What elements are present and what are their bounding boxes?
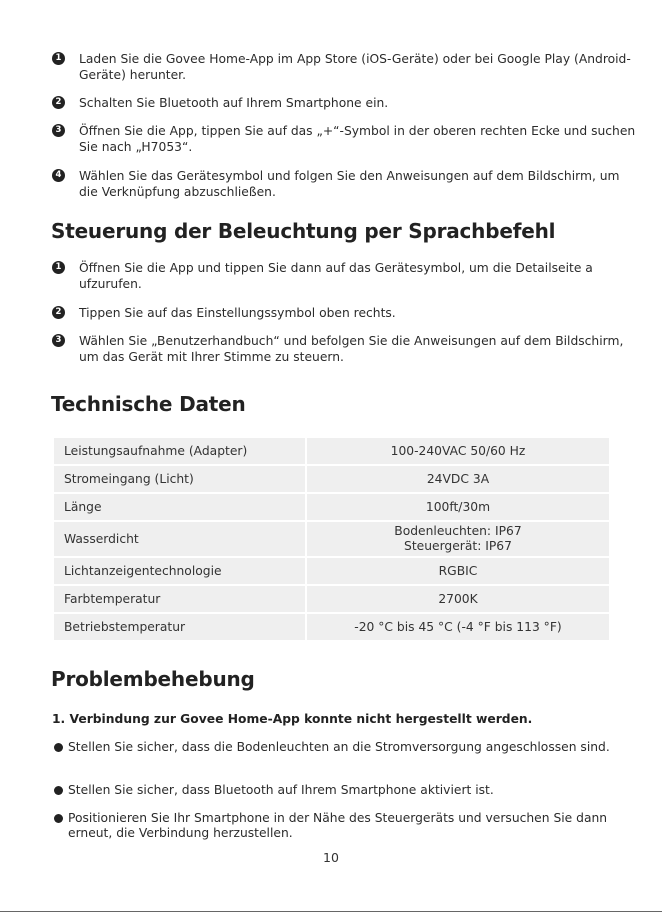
table-row xyxy=(53,437,610,465)
table-row xyxy=(53,521,610,557)
table-row xyxy=(53,557,610,585)
setup-step-1 xyxy=(52,51,638,83)
spec-key: Betriebstemperatur xyxy=(53,613,306,641)
bullet-icon xyxy=(54,743,63,752)
step-text: Schalten Sie Bluetooth auf Ihrem Smartphone ein. xyxy=(79,96,389,110)
spec-value: 100ft/30m xyxy=(306,493,610,521)
spec-value-line: Bodenleuchten: IP67 xyxy=(394,524,522,538)
voice-step-2 xyxy=(52,305,638,321)
spec-key: Wasserdicht xyxy=(53,521,306,557)
spec-value: RGBIC xyxy=(306,557,610,585)
table-row xyxy=(53,493,610,521)
step-number-badge: 2 xyxy=(52,96,65,109)
bullet-text: Stellen Sie sicher, dass Bluetooth auf Ihrem Smartphone aktiviert ist. xyxy=(68,783,494,797)
spec-key: Leistungsaufnahme (Adapter) xyxy=(53,437,306,465)
list-item xyxy=(54,811,624,841)
spec-value: 24VDC 3A xyxy=(306,465,610,493)
step-text: Laden Sie die Govee Home-App im App Store (iOS-Geräte) oder bei Google Play (Android-Geräte) herunter. xyxy=(79,52,631,82)
voice-step-1 xyxy=(52,260,638,292)
table-row xyxy=(53,465,610,493)
spec-key: Lichtanzeigentechnologie xyxy=(53,557,306,585)
step-number-badge: 4 xyxy=(52,169,65,182)
step-number-badge: 3 xyxy=(52,334,65,347)
troubleshooting-heading: Problembehebung xyxy=(51,667,255,691)
step-number-badge: 2 xyxy=(52,306,65,319)
voice-step-3 xyxy=(52,333,638,365)
spec-value: 2700K xyxy=(306,585,610,613)
list-item xyxy=(54,783,624,798)
step-text: Wählen Sie das Gerätesymbol und folgen Sie den Anweisungen auf dem Bildschirm, um die Verknüpfung abzuschließen. xyxy=(79,169,620,199)
spec-key: Farbtemperatur xyxy=(53,585,306,613)
spec-value: -20 °C bis 45 °C (-4 °F bis 113 °F) xyxy=(306,613,610,641)
spec-value xyxy=(306,521,610,557)
table-row xyxy=(53,613,610,641)
list-item xyxy=(54,740,624,755)
step-text: Öffnen Sie die App, tippen Sie auf das „+“-Symbol in der oberen rechten Ecke und suchen Sie nach „H7053“. xyxy=(79,124,636,154)
specs-table xyxy=(52,436,611,642)
step-number-badge: 3 xyxy=(52,124,65,137)
table-row xyxy=(53,585,610,613)
step-number-badge: 1 xyxy=(52,261,65,274)
step-text: Wählen Sie „Benutzerhandbuch“ und befolgen Sie die Anweisungen auf dem Bildschirm, um das Gerät mit Ihrer Stimme zu steuern. xyxy=(79,334,624,364)
bullet-icon xyxy=(54,814,63,823)
spec-value: 100-240VAC 50/60 Hz xyxy=(306,437,610,465)
bullet-icon xyxy=(54,786,63,795)
spec-value-line: Steuergerät: IP67 xyxy=(404,539,512,553)
setup-step-3 xyxy=(52,123,638,155)
troubleshooting-subheading: 1. Verbindung zur Govee Home-App konnte nicht hergestellt werden. xyxy=(52,712,533,726)
setup-step-4 xyxy=(52,168,638,200)
setup-step-2 xyxy=(52,95,638,111)
spec-key: Stromeingang (Licht) xyxy=(53,465,306,493)
step-number-badge: 1 xyxy=(52,52,65,65)
bullet-text: Stellen Sie sicher, dass die Bodenleuchten an die Stromversorgung angeschlossen sind. xyxy=(68,740,610,754)
bullet-text: Positionieren Sie Ihr Smartphone in der Nähe des Steuergeräts und versuchen Sie dann erneut, die Verbindung herzustellen. xyxy=(68,811,608,840)
spec-key: Länge xyxy=(53,493,306,521)
step-text: Öffnen Sie die App und tippen Sie dann auf das Gerätesymbol, um die Detailseite a ufzurufen. xyxy=(79,261,593,291)
page-number: 10 xyxy=(323,850,339,865)
voice-control-heading: Steuerung der Beleuchtung per Sprachbefehl xyxy=(51,219,556,243)
page-divider xyxy=(0,911,662,912)
specs-heading: Technische Daten xyxy=(51,392,246,416)
step-text: Tippen Sie auf das Einstellungssymbol oben rechts. xyxy=(79,306,396,320)
